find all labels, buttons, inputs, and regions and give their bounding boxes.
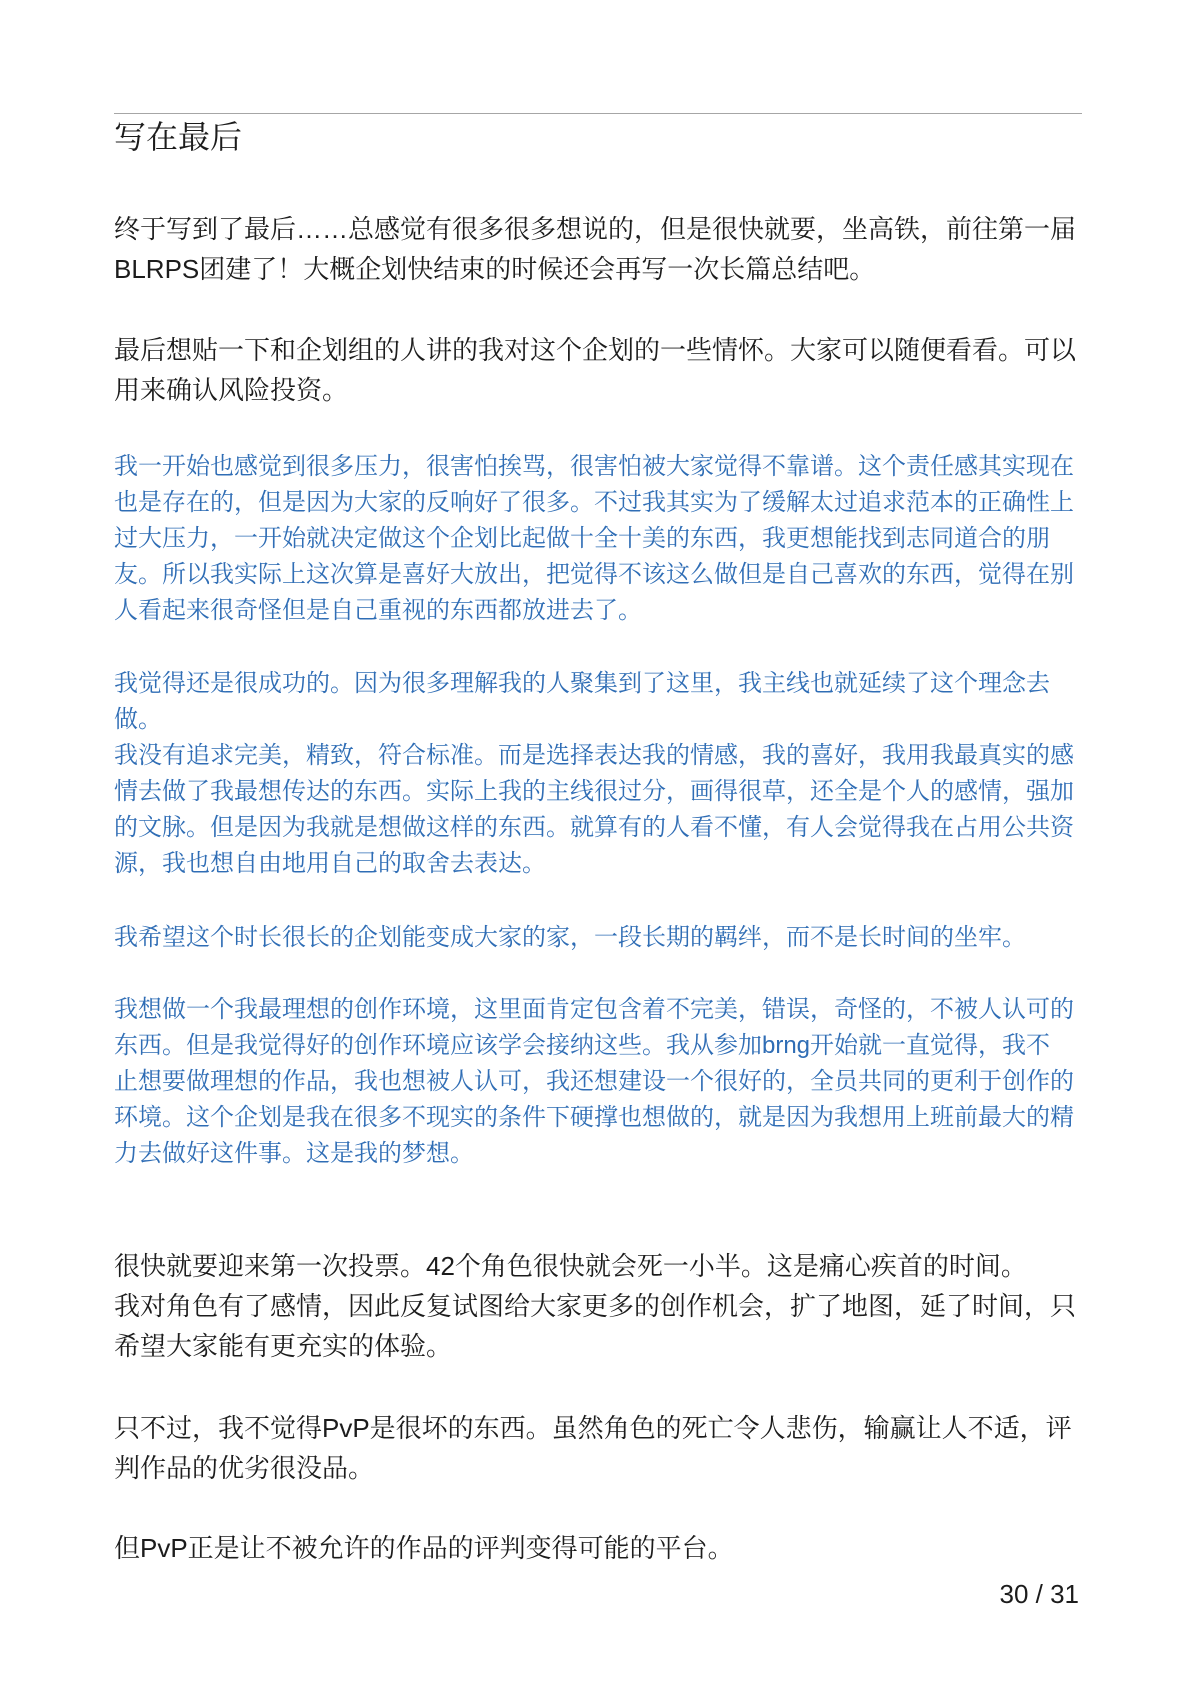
- paragraph-line: 只不过，我不觉得PvP是很坏的东西。虽然角色的死亡令人悲伤，输赢让人不适，评: [114, 1413, 1072, 1443]
- closing-paragraph: [114, 1246, 1082, 1366]
- quote-line: 我一开始也感觉到很多压力，很害怕挨骂，很害怕被大家觉得不靠谱。这个责任感其实现在: [114, 453, 1074, 480]
- section-divider: [114, 113, 1082, 114]
- paragraph-line: BLRPS团建了！大概企划快结束的时候还会再写一次长篇总结吧。: [114, 254, 876, 284]
- paragraph-line: 很快就要迎来第一次投票。42个角色很快就会死一小半。这是痛心疾首的时间。: [114, 1251, 1027, 1281]
- quote-line: 源，我也想自由地用自己的取舍去表达。: [114, 850, 546, 877]
- quote-line: 我觉得还是很成功的。因为很多理解我的人聚集到了这里，我主线也就延续了这个理念去: [114, 670, 1050, 697]
- page-number: 30 / 31: [999, 1579, 1079, 1609]
- quote-line: 环境。这个企划是我在很多不现实的条件下硬撑也想做的，就是因为我想用上班前最大的精: [114, 1104, 1074, 1131]
- quote-line: 我想做一个我最理想的创作环境，这里面肯定包含着不完美，错误，奇怪的，不被人认可的: [114, 996, 1074, 1023]
- section-title: 写在最后: [114, 119, 243, 155]
- paragraph-line: 用来确认风险投资。: [114, 375, 349, 405]
- quote-line: 东西。但是我觉得好的创作环境应该学会接纳这些。我从参加brng开始就一直觉得，我不: [114, 1032, 1051, 1059]
- quoted-paragraph: [114, 449, 1082, 629]
- intro-paragraph: [114, 330, 1082, 410]
- quote-line: 的文脉。但是因为我就是想做这样的东西。就算有的人看不懂，有人会觉得我在占用公共资: [114, 814, 1074, 841]
- paragraph-line: 判作品的优劣很没品。: [114, 1453, 375, 1483]
- quoted-paragraph: [114, 738, 1082, 882]
- paragraph-line: 希望大家能有更充实的体验。: [114, 1331, 453, 1361]
- paragraph-line: 我对角色有了感情，因此反复试图给大家更多的创作机会，扩了地图，延了时间，只: [114, 1291, 1077, 1321]
- paragraph-line: 终于写到了最后……总感觉有很多很多想说的，但是很快就要，坐高铁，前往第一届: [114, 214, 1077, 244]
- quote-line: 友。所以我实际上这次算是喜好大放出，把觉得不该这么做但是自己喜欢的东西，觉得在别: [114, 561, 1074, 588]
- intro-paragraph: [114, 209, 1082, 289]
- quote-line: 过大压力，一开始就决定做这个企划比起做十全十美的东西，我更想能找到志同道合的朋: [114, 525, 1050, 552]
- quote-line: 也是存在的，但是因为大家的反响好了很多。不过我其实为了缓解太过追求范本的正确性上: [114, 489, 1074, 516]
- quote-line: 人看起来很奇怪但是自己重视的东西都放进去了。: [114, 597, 642, 624]
- closing-paragraph: [114, 1408, 1082, 1488]
- paragraph-line: 最后想贴一下和企划组的人讲的我对这个企划的一些情怀。大家可以随便看看。可以: [114, 335, 1077, 365]
- quoted-paragraph: [114, 666, 1082, 738]
- quoted-paragraph: [114, 920, 1082, 956]
- closing-paragraph: [114, 1528, 1082, 1568]
- quote-line: 止想要做理想的作品，我也想被人认可，我还想建设一个很好的，全员共同的更利于创作的: [114, 1068, 1074, 1095]
- quote-line: 力去做好这件事。这是我的梦想。: [114, 1140, 474, 1167]
- paragraph-line: 但PvP正是让不被允许的作品的评判变得可能的平台。: [114, 1533, 734, 1563]
- quoted-paragraph: [114, 992, 1082, 1172]
- quote-line: 我希望这个时长很长的企划能变成大家的家，一段长期的羁绊，而不是长时间的坐牢。: [114, 924, 1026, 951]
- quote-line: 我没有追求完美，精致，符合标准。而是选择表达我的情感，我的喜好，我用我最真实的感: [114, 742, 1074, 769]
- quote-line: 情去做了我最想传达的东西。实际上我的主线很过分，画得很草，还全是个人的感情，强加: [114, 778, 1074, 805]
- quote-line: 做。: [114, 706, 162, 733]
